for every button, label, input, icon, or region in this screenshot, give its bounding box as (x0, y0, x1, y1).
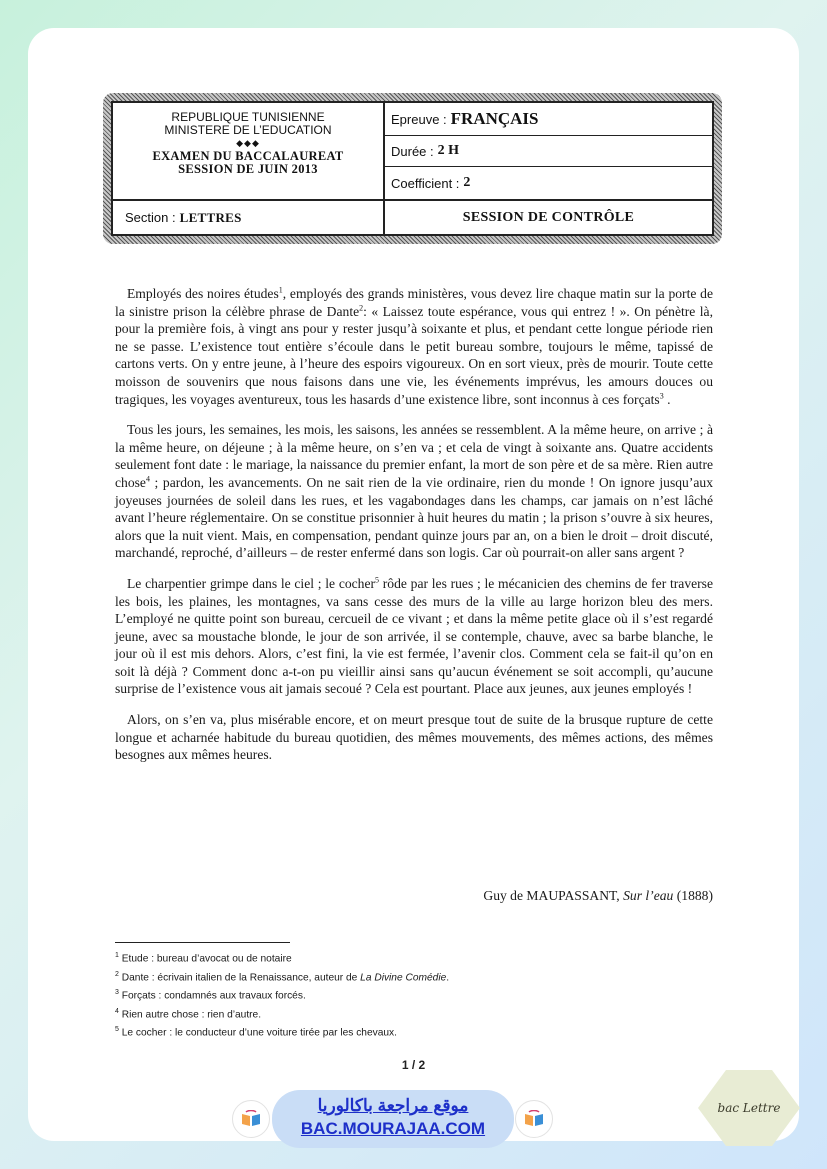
footnote-4: $^4$ Rien autre chose : rien d’autre. (115, 1007, 262, 1021)
epreuve-value: FRANÇAIS (450, 109, 539, 128)
paragraph-1: Employés des noires études$^1$, employés des grands ministères, vous devez lire chaque matin sur la porte de la sinistre prison la célèbre phrase de Dante$^2$: « Laissez toute espérance, vous qui entrez ! ». On pénètre là, pour la première fois, à vingt ans pour y rester jusqu’à soixante et plus, et pendant cette longue période rien ne se passe. L’existence tout entière s’écoule dans le petit bureau sombre, toujours le même, tapissé de cartons verts. On y entre jeune, à l’heure des espoirs vigoureux. On en sort vieux, près de mourir. Toute cette moisson de souvenirs que nous faisons dans une vie, les événements imprévus, les amours douces ou tragiques, les voyages aventureux, tous les hasards d’une existence libre, sont inconnus à ces forçats$^3$ . (115, 285, 713, 407)
section-value: LETTRES (179, 209, 242, 225)
exam-title: EXAMEN DU BACCALAUREAT (152, 149, 344, 163)
duree-row (385, 136, 712, 167)
signature (483, 888, 713, 904)
ornament: ◆◆◆ (236, 138, 260, 148)
site-logo-icon (232, 1100, 270, 1138)
page-number: 1 / 2 (401, 1058, 426, 1072)
work-title: Sur l’eau (623, 888, 674, 903)
site-name-arabic[interactable]: موقع مراجعة باكالوريا (317, 1096, 469, 1115)
duree-value: 2 H (437, 143, 460, 158)
ministry-block (113, 103, 385, 201)
epreuve-row (385, 103, 712, 136)
badge-text: bac Lettre (717, 1101, 781, 1115)
section-cell (113, 201, 385, 234)
footnote-ref: 4 (145, 474, 150, 484)
ministry-line: MINISTERE DE L’EDUCATION (164, 123, 332, 137)
coefficient-row (385, 167, 712, 201)
coefficient-value: 2 (463, 175, 471, 190)
footnote-ref: 5 (375, 575, 380, 585)
footnote-ref: 1 (278, 285, 283, 295)
coefficient-label: Coefficient : (391, 175, 460, 191)
paragraph-3: Le charpentier grimpe dans le ciel ; le cocher$^5$ rôde par les rues ; le mécanicien des chemins de fer traverse les bois, les plaines, les montagnes, va sans cesse des murs de la ville au large horizon bleu des mers. L’employé ne quitte point son bureau, cercueil de ce vivant ; et dans la même petite glace où il s’est regardé jeune, avec sa moustache blonde, le jour de son arrivée, il se contemple, chauve, avec sa barbe blanche, le jour où il est mis dehors. Alors, c’est fini, la vie est fermée, l’avenir clos. Comment cela se fait-il qu’on en soit là déjà ? Comment donc a-t-on pu vieillir ainsi sans qu’aucun événement se soit accompli, qu’aucune surprise de l’existence vous ait jamais secoué ? Cela est pourtant. Place aux jeunes, aux jeunes employés ! (115, 575, 713, 697)
footnote-3: $^3$ Forçats : condamnés aux travaux forcés. (115, 989, 306, 1002)
year: (1888) (676, 888, 713, 903)
exam-header (103, 93, 722, 244)
bac-lettre-badge (696, 1068, 802, 1148)
epreuve-label: Epreuve : (391, 111, 447, 127)
footnote-ref: 2 (359, 303, 364, 313)
site-banner[interactable] (272, 1090, 514, 1148)
site-logo-icon (515, 1100, 553, 1138)
footnote-divider (115, 942, 290, 943)
footnote-ref: 3 (659, 391, 664, 401)
footnote-5: $^5$ Le cocher : le conducteur d’une voiture tirée par les chevaux. (115, 1026, 397, 1039)
footnote-2: $^2$ Dante : écrivain italien de la Renaissance, auteur de La Divine Comédie. (115, 970, 450, 983)
paragraph-4: Alors, on s’en va, plus misérable encore, et on meurt presque tout de suite de la brusque rupture de cette longue et acharnée habitude du bureau quotidien, des mêmes mouvements, des mêmes actions, des mêmes besognes aux mêmes heures. (115, 712, 713, 763)
paragraph-2: Tous les jours, les semaines, les mois, les saisons, les années se ressemblent. A la même heure, on arrive ; à la même heure, on déjeune ; à la même heure, on s’en va ; et cela de vingt à soixante ans. Quatre accidents seulement font date : le mariage, la naissance du premier enfant, la mort de son père et de sa mère. Rien autre chose$^4$ ; pardon, les avancements. On ne sait rien de la vie ordinaire, rien du monde ! On ignore jusqu’aux joyeuses journées de soleil dans les rues, et les vagabondages dans les champs, car jamais on n’est lâché avant l’heure réglementaire. On se constitue prisonnier à huit heures du matin ; la prison s’ouvre à six heures, alors que la nuit vient. Mais, en compensation, pendant quinze jours par an, on a bien le droit – droit discuté, marchandé, reproché, d’ailleurs – de rester enfermé dans son logis. Car où pourrait-on aller sans argent ? (115, 422, 713, 561)
session-date: SESSION DE JUIN 2013 (178, 162, 318, 176)
author: Guy de MAUPASSANT, (483, 888, 620, 903)
footnote-1: $^1$ Etude : bureau d’avocat ou de notaire (115, 952, 292, 965)
republic-line: REPUBLIQUE TUNISIENNE (171, 110, 325, 124)
duree-label: Durée : (391, 143, 434, 159)
session-type: SESSION DE CONTRÔLE (462, 209, 635, 225)
section-label: Section : (125, 210, 176, 225)
passage (115, 285, 713, 777)
site-url-link[interactable]: BAC.MOURAJAA.COM (300, 1119, 486, 1138)
footnotes (115, 948, 449, 1041)
